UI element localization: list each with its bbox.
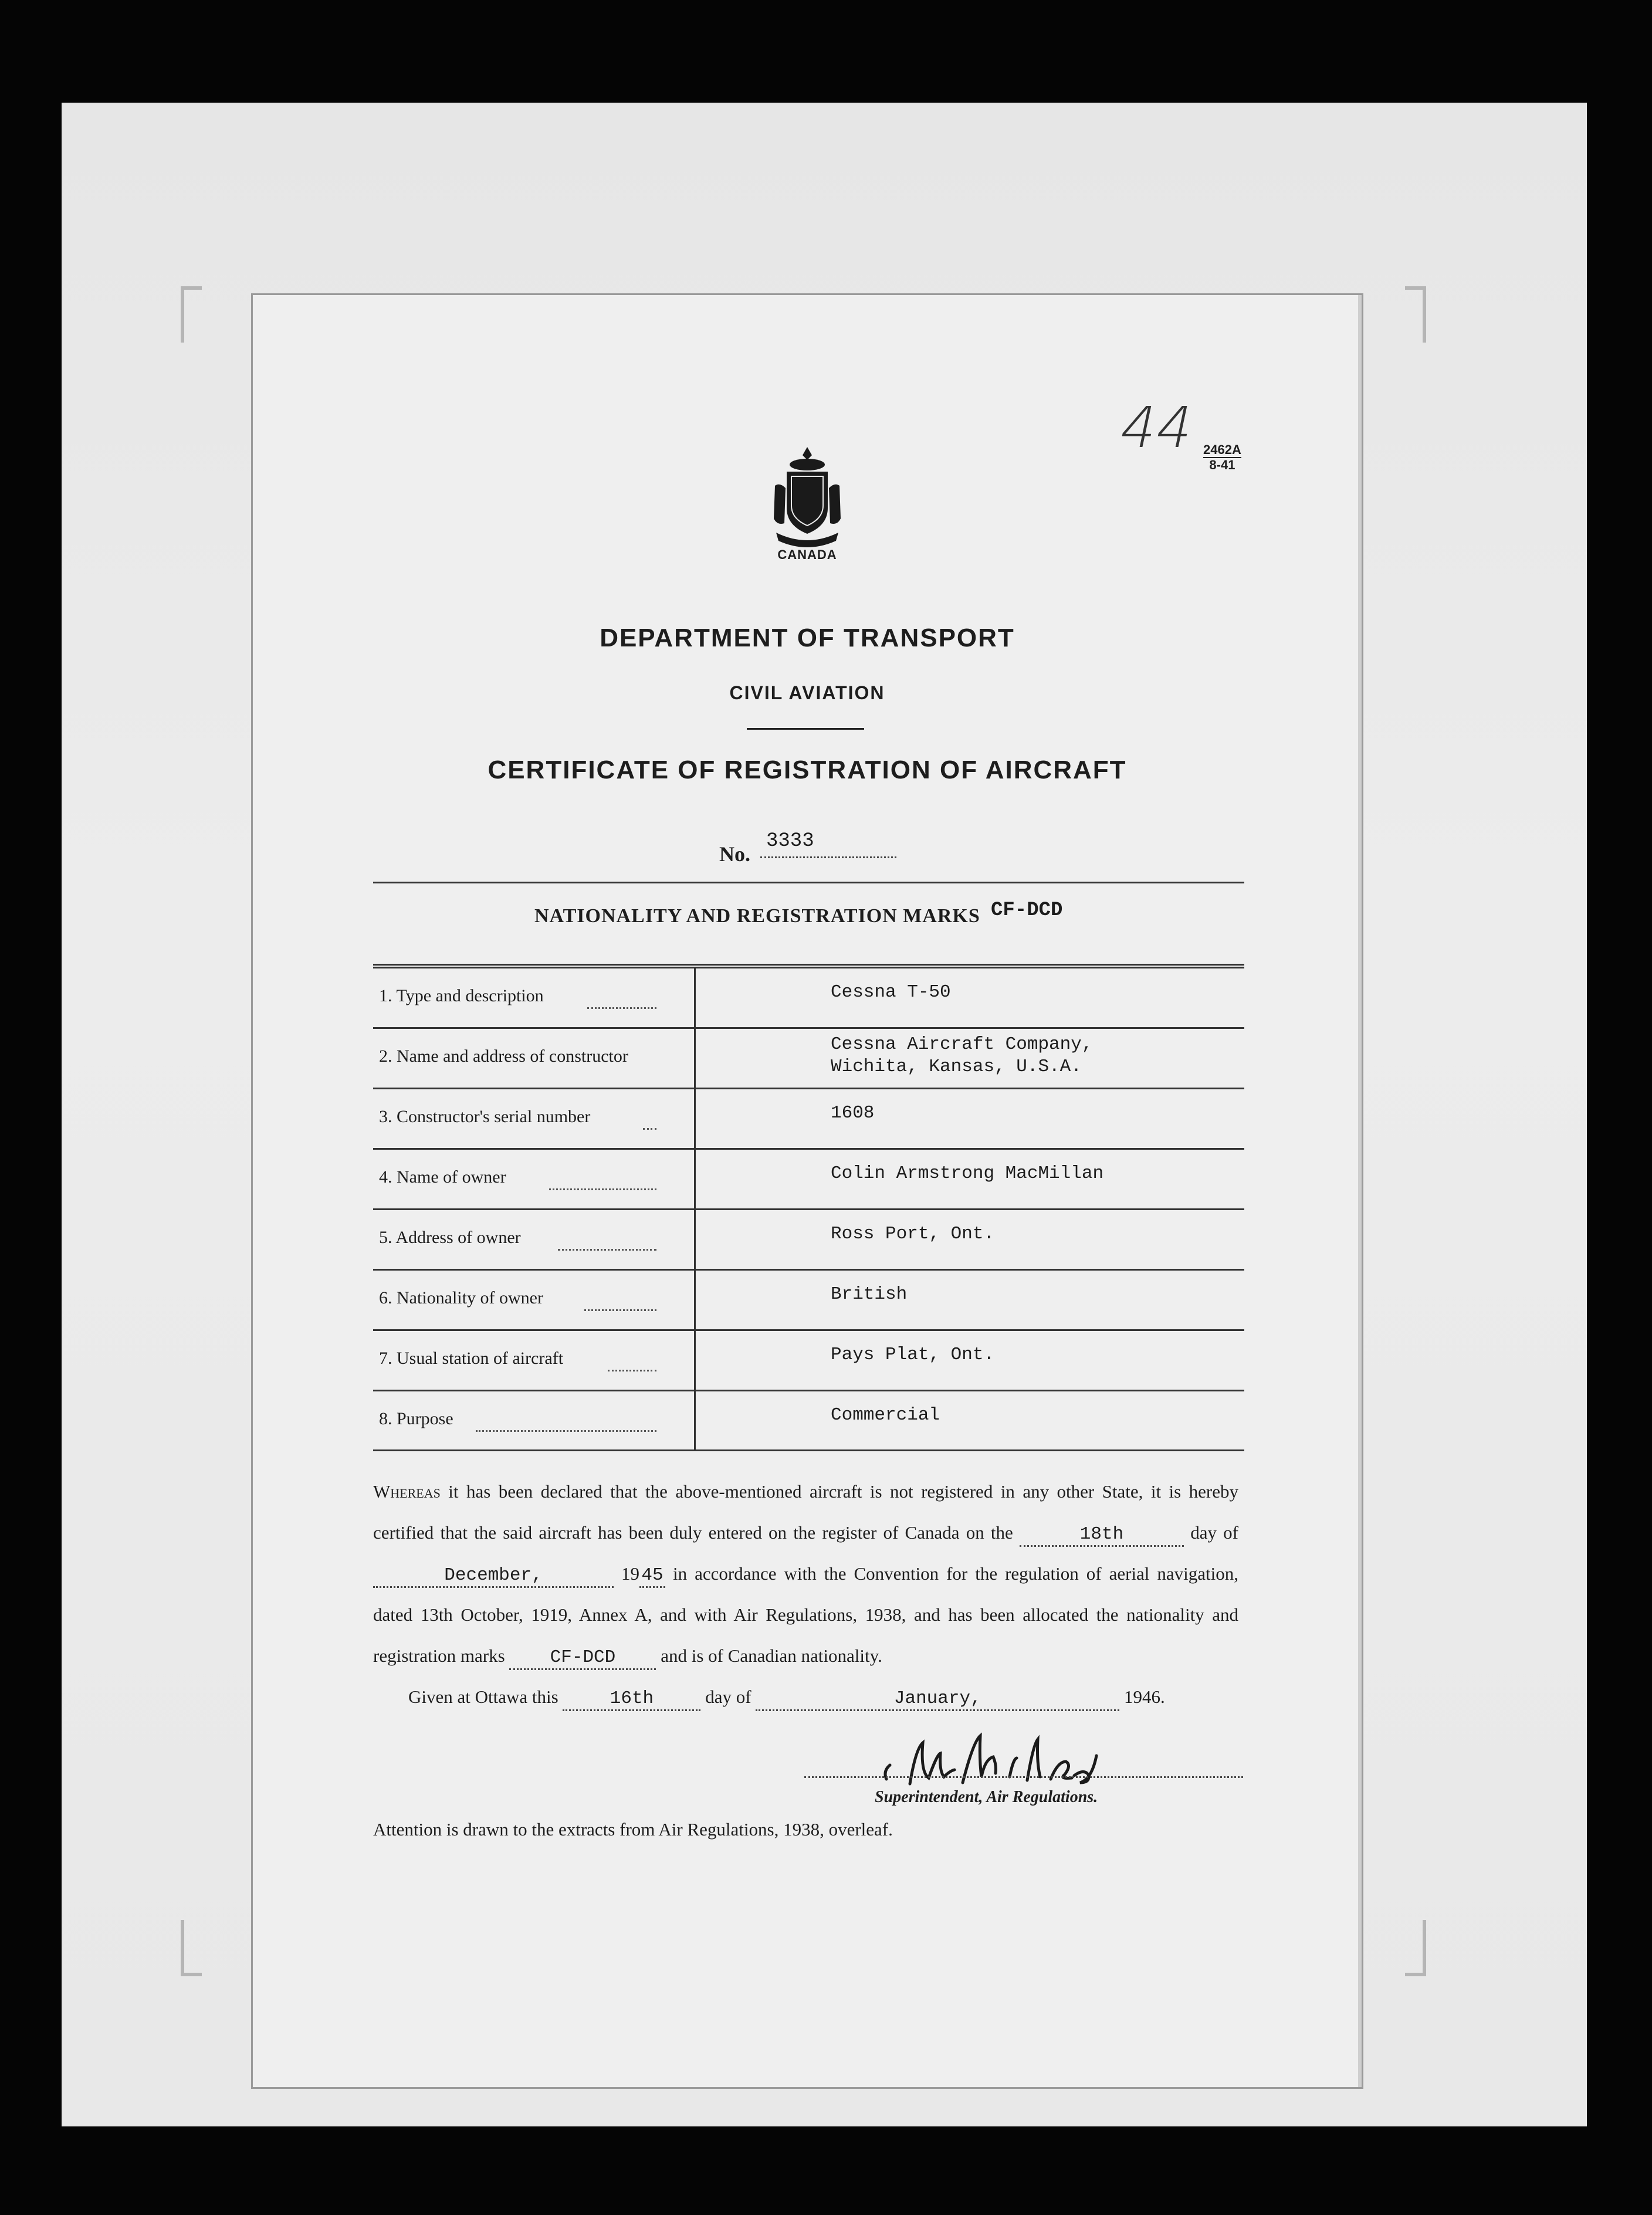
table-row bbox=[373, 1208, 1244, 1271]
table-row bbox=[373, 1329, 1244, 1391]
leader-dots bbox=[549, 1188, 656, 1190]
row-label: 6. Nationality of owner bbox=[379, 1288, 543, 1308]
row-label: 4. Name of owner bbox=[379, 1167, 506, 1187]
table-bottom-rule bbox=[373, 1449, 1244, 1451]
leader-dots bbox=[558, 1249, 656, 1251]
row-value: Ross Port, Ont. bbox=[831, 1224, 995, 1244]
leader-dots bbox=[643, 1128, 656, 1130]
row-label: 8. Purpose bbox=[379, 1409, 453, 1428]
divider bbox=[747, 728, 864, 730]
signature-line bbox=[804, 1776, 1243, 1778]
nationality-marks-label: NATIONALITY AND REGISTRATION MARKS bbox=[534, 905, 980, 927]
canada-coat-of-arms-icon bbox=[769, 445, 845, 550]
signatory-title: Superintendent, Air Regulations. bbox=[875, 1788, 1098, 1806]
table-column-divider bbox=[694, 967, 696, 1451]
attention-note: Attention is drawn to the extracts from Air Regulations, 1938, overleaf. bbox=[373, 1819, 893, 1840]
table-row bbox=[373, 1269, 1244, 1331]
table-row bbox=[373, 967, 1244, 1029]
row-value: Cessna Aircraft Company, Wichita, Kansas, U.S.A. bbox=[831, 1034, 1093, 1077]
leader-dots bbox=[608, 1370, 656, 1371]
whereas-text-4: and is of Canadian nationality. bbox=[661, 1645, 882, 1666]
row-value: Cessna T-50 bbox=[831, 982, 951, 1002]
table-row bbox=[373, 1088, 1244, 1150]
certificate-title: CERTIFICATE OF REGISTRATION OF AIRCRAFT bbox=[488, 756, 1127, 784]
corner-mark-top-right bbox=[1405, 286, 1426, 343]
row-value: Colin Armstrong MacMillan bbox=[831, 1163, 1104, 1184]
division-heading: CIVIL AVIATION bbox=[729, 682, 885, 703]
form-number bbox=[1203, 443, 1241, 472]
divider bbox=[373, 964, 1244, 966]
row-label: 7. Usual station of aircraft bbox=[379, 1349, 564, 1368]
table-row bbox=[373, 1390, 1244, 1452]
given-text-1: Given at Ottawa this bbox=[408, 1686, 558, 1707]
given-year: 46. bbox=[1142, 1686, 1165, 1707]
whereas-text-1: it has been declared that the above-mentioned aircraft is not registered in any other State, it is hereby certified that the said aircraft has been duly entered on the register of Canada on the bbox=[373, 1481, 1238, 1543]
whereas-paragraph bbox=[373, 1471, 1238, 1677]
certificate-page bbox=[251, 293, 1363, 2089]
given-text-2: day of bbox=[705, 1686, 751, 1707]
nationality-marks-value: CF-DCD bbox=[991, 899, 1063, 922]
registration-year: 45 bbox=[639, 1565, 665, 1588]
handwritten-page-number: 44 bbox=[1114, 395, 1200, 460]
form-code: 2462A bbox=[1203, 442, 1241, 457]
row-label: 1. Type and description bbox=[379, 986, 544, 1005]
leader-dots bbox=[476, 1430, 656, 1432]
row-label: 3. Constructor's serial number bbox=[379, 1107, 591, 1126]
leader-dots bbox=[587, 1007, 656, 1009]
form-date: 8-41 bbox=[1209, 458, 1235, 472]
registration-marks: CF-DCD bbox=[509, 1647, 656, 1670]
certificate-number-line bbox=[760, 856, 896, 858]
whereas-text-3: in accordance with the Convention for the regulation of aerial navigation, dated 13th October, 1919, Annex A, and with Air Regulations, 1938, and has been allocated the nationality and registration marks bbox=[373, 1563, 1239, 1666]
registration-month: December, bbox=[373, 1565, 614, 1588]
whereas-text-2: day of bbox=[1190, 1522, 1239, 1543]
row-value: Pays Plat, Ont. bbox=[831, 1344, 995, 1365]
row-value: 1608 bbox=[831, 1103, 875, 1123]
given-month: January, bbox=[756, 1688, 1119, 1711]
registration-year-prefix: 19 bbox=[621, 1563, 639, 1584]
leader-dots bbox=[584, 1309, 656, 1311]
corner-mark-top-left bbox=[181, 286, 202, 343]
given-year-prefix: 19 bbox=[1124, 1686, 1143, 1707]
whereas-lead: Whereas bbox=[373, 1481, 441, 1502]
certificate-number-value: 3333 bbox=[766, 830, 814, 852]
table-row bbox=[373, 1148, 1244, 1210]
corner-mark-bottom-left bbox=[181, 1920, 202, 1976]
emblem-caption: CANADA bbox=[777, 547, 837, 562]
corner-mark-bottom-right bbox=[1405, 1920, 1426, 1976]
department-heading: DEPARTMENT OF TRANSPORT bbox=[600, 624, 1015, 652]
certificate-number-label: No. bbox=[719, 842, 750, 866]
row-label: 5. Address of owner bbox=[379, 1228, 521, 1247]
table-row bbox=[373, 1027, 1244, 1089]
given-line bbox=[373, 1677, 1238, 1718]
registration-day: 18th bbox=[1020, 1524, 1184, 1547]
divider bbox=[373, 882, 1244, 883]
row-value: British bbox=[831, 1284, 908, 1305]
row-label: 2. Name and address of constructor bbox=[379, 1046, 628, 1066]
given-day: 16th bbox=[563, 1688, 700, 1711]
signature bbox=[875, 1726, 1180, 1791]
row-value: Commercial bbox=[831, 1405, 940, 1425]
